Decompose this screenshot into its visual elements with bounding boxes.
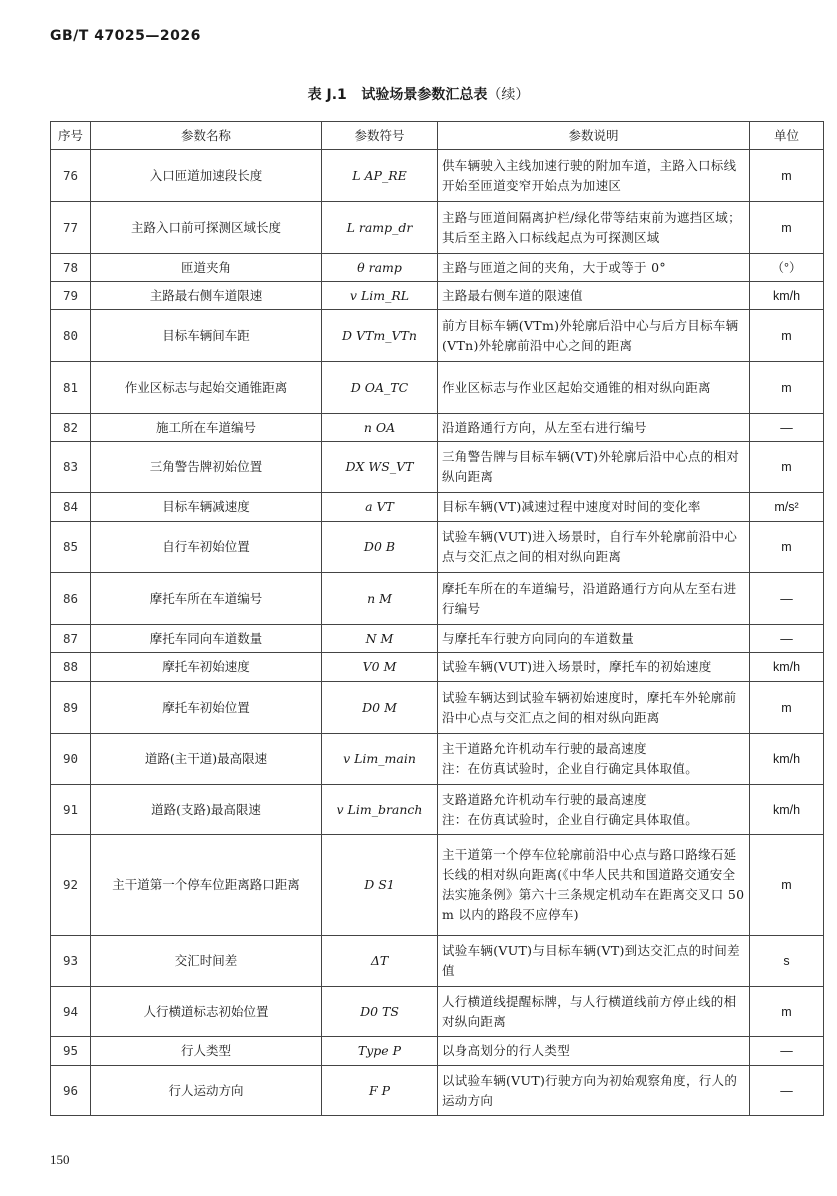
row-number: 81 — [51, 362, 91, 414]
table-row — [51, 682, 824, 734]
parameter-unit: （°） — [750, 254, 824, 282]
standard-code: GB/T 47025—2026 — [50, 28, 201, 44]
table-row — [51, 653, 824, 682]
parameter-description: 沿道路通行方向，从左至右进行编号 — [438, 414, 750, 442]
parameter-symbol: θ ramp — [322, 254, 438, 282]
parameter-description: 作业区标志与作业区起始交通锥的相对纵向距离 — [438, 362, 750, 414]
row-number: 96 — [51, 1066, 91, 1116]
parameter-symbol: n OA — [322, 414, 438, 442]
parameter-symbol: D OA_TC — [322, 362, 438, 414]
parameter-symbol: D S1 — [322, 835, 438, 936]
parameter-symbol: L AP_RE — [322, 150, 438, 202]
parameter-name: 人行横道标志初始位置 — [91, 987, 322, 1037]
parameter-name: 入口匝道加速段长度 — [91, 150, 322, 202]
parameter-description: 以试验车辆(VUT)行驶方向为初始观察角度，行人的运动方向 — [438, 1066, 750, 1116]
row-number: 83 — [51, 442, 91, 493]
parameter-name: 匝道夹角 — [91, 254, 322, 282]
table-row — [51, 625, 824, 653]
table-row — [51, 936, 824, 987]
table-row — [51, 987, 824, 1037]
page-number: 150 — [50, 1152, 70, 1167]
table-row — [51, 573, 824, 625]
parameter-name: 行人类型 — [91, 1037, 322, 1066]
parameter-unit: km/h — [750, 282, 824, 310]
table-row — [51, 362, 824, 414]
parameter-unit: km/h — [750, 734, 824, 785]
table-row — [51, 202, 824, 254]
row-number: 92 — [51, 835, 91, 936]
parameter-description: 目标车辆(VT)减速过程中速度对时间的变化率 — [438, 493, 750, 522]
parameter-symbol: D VTm_VTn — [322, 310, 438, 362]
parameter-symbol: D0 B — [322, 522, 438, 573]
table-row — [51, 734, 824, 785]
parameter-description: 主路最右侧车道的限速值 — [438, 282, 750, 310]
parameter-unit: m — [750, 682, 824, 734]
row-number: 76 — [51, 150, 91, 202]
row-number: 84 — [51, 493, 91, 522]
parameter-unit: m — [750, 150, 824, 202]
parameter-description: 试验车辆(VUT)与目标车辆(VT)到达交汇点的时间差值 — [438, 936, 750, 987]
row-number: 77 — [51, 202, 91, 254]
parameter-symbol: D0 M — [322, 682, 438, 734]
table-header-row — [51, 122, 824, 150]
parameter-name: 摩托车同向车道数量 — [91, 625, 322, 653]
parameter-symbol: V0 M — [322, 653, 438, 682]
column-header-symbol: 参数符号 — [322, 122, 438, 150]
parameter-symbol: n M — [322, 573, 438, 625]
parameter-symbol: ΔT — [322, 936, 438, 987]
parameter-unit: s — [750, 936, 824, 987]
parameter-description: 主路与匝道之间的夹角，大于或等于 0° — [438, 254, 750, 282]
parameter-name: 摩托车所在车道编号 — [91, 573, 322, 625]
parameter-description: 三角警告牌与目标车辆(VT)外轮廓后沿中心点的相对纵向距离 — [438, 442, 750, 493]
table-row — [51, 254, 824, 282]
parameter-unit: — — [750, 1037, 824, 1066]
parameter-symbol: a VT — [322, 493, 438, 522]
column-header-description: 参数说明 — [438, 122, 750, 150]
parameter-description: 试验车辆(VUT)进入场景时，自行车外轮廓前沿中心点与交汇点之间的相对纵向距离 — [438, 522, 750, 573]
parameter-unit: m — [750, 442, 824, 493]
row-number: 80 — [51, 310, 91, 362]
row-number: 89 — [51, 682, 91, 734]
parameter-symbol: N M — [322, 625, 438, 653]
parameter-description: 与摩托车行驶方向同向的车道数量 — [438, 625, 750, 653]
parameter-description: 主路与匝道间隔离护栏/绿化带等结束前为遮挡区域；其后至主路入口标线起点为可探测区域 — [438, 202, 750, 254]
parameter-name: 目标车辆间车距 — [91, 310, 322, 362]
parameter-name: 目标车辆减速度 — [91, 493, 322, 522]
row-number: 90 — [51, 734, 91, 785]
table-label: 表 J.1 — [307, 87, 347, 103]
row-number: 79 — [51, 282, 91, 310]
row-number: 94 — [51, 987, 91, 1037]
parameter-name: 摩托车初始位置 — [91, 682, 322, 734]
table-row — [51, 1066, 824, 1116]
parameter-description: 以身高划分的行人类型 — [438, 1037, 750, 1066]
row-number: 88 — [51, 653, 91, 682]
parameter-description: 主干道第一个停车位轮廓前沿中心点与路口路缘石延长线的相对纵向距离(《中华人民共和国道路交通安全法实施条例》第六十三条规定机动车在距离交叉口 50 m 以内的路段不应停车) — [438, 835, 750, 936]
parameter-name: 道路(支路)最高限速 — [91, 785, 322, 835]
row-number: 95 — [51, 1037, 91, 1066]
parameter-name: 主路入口前可探测区域长度 — [91, 202, 322, 254]
parameter-unit: km/h — [750, 653, 824, 682]
parameter-symbol: v Lim_main — [322, 734, 438, 785]
row-number: 86 — [51, 573, 91, 625]
table-row — [51, 835, 824, 936]
parameter-name: 主干道第一个停车位距离路口距离 — [91, 835, 322, 936]
parameter-symbol: F P — [322, 1066, 438, 1116]
row-number: 82 — [51, 414, 91, 442]
parameter-unit: m — [750, 987, 824, 1037]
parameter-description: 前方目标车辆(VTm)外轮廓后沿中心与后方目标车辆(VTn)外轮廓前沿中心之间的距离 — [438, 310, 750, 362]
parameter-unit: — — [750, 414, 824, 442]
table-row — [51, 150, 824, 202]
table-continued: （续） — [487, 87, 530, 103]
parameter-unit: km/h — [750, 785, 824, 835]
parameter-description: 试验车辆达到试验车辆初始速度时，摩托车外轮廓前沿中心点与交汇点之间的相对纵向距离 — [438, 682, 750, 734]
parameter-name: 作业区标志与起始交通锥距离 — [91, 362, 322, 414]
row-number: 87 — [51, 625, 91, 653]
table-row — [51, 493, 824, 522]
parameter-description: 人行横道线提醒标牌，与人行横道线前方停止线的相对纵向距离 — [438, 987, 750, 1037]
parameter-unit: m — [750, 522, 824, 573]
parameter-name: 交汇时间差 — [91, 936, 322, 987]
table-row — [51, 442, 824, 493]
parameter-description: 支路道路允许机动车行驶的最高速度 注：在仿真试验时，企业自行确定具体取值。 — [438, 785, 750, 835]
parameter-unit: — — [750, 573, 824, 625]
parameter-description: 供车辆驶入主线加速行驶的附加车道，主路入口标线开始至匝道变窄开始点为加速区 — [438, 150, 750, 202]
column-header-no: 序号 — [51, 122, 91, 150]
table-row — [51, 785, 824, 835]
table-row — [51, 1037, 824, 1066]
parameter-unit: m — [750, 310, 824, 362]
parameter-unit: — — [750, 1066, 824, 1116]
column-header-name: 参数名称 — [91, 122, 322, 150]
row-number: 91 — [51, 785, 91, 835]
table-row — [51, 282, 824, 310]
parameter-symbol: v Lim_RL — [322, 282, 438, 310]
table-row — [51, 310, 824, 362]
parameter-symbol: DX WS_VT — [322, 442, 438, 493]
table-title — [0, 84, 837, 104]
parameter-unit: m — [750, 362, 824, 414]
parameter-name: 摩托车初始速度 — [91, 653, 322, 682]
parameter-unit: — — [750, 625, 824, 653]
parameter-name: 自行车初始位置 — [91, 522, 322, 573]
parameter-name: 行人运动方向 — [91, 1066, 322, 1116]
column-header-unit: 单位 — [750, 122, 824, 150]
parameter-symbol: L ramp_dr — [322, 202, 438, 254]
parameter-unit: m — [750, 835, 824, 936]
parameter-unit: m/s² — [750, 493, 824, 522]
parameter-symbol: D0 TS — [322, 987, 438, 1037]
parameter-name: 三角警告牌初始位置 — [91, 442, 322, 493]
parameter-description: 摩托车所在的车道编号，沿道路通行方向从左至右进行编号 — [438, 573, 750, 625]
parameter-description: 试验车辆(VUT)进入场景时，摩托车的初始速度 — [438, 653, 750, 682]
parameter-name: 施工所在车道编号 — [91, 414, 322, 442]
parameter-name: 道路(主干道)最高限速 — [91, 734, 322, 785]
parameter-name: 主路最右侧车道限速 — [91, 282, 322, 310]
table-title-text: 试验场景参数汇总表 — [361, 87, 488, 103]
table-body — [51, 150, 824, 1116]
parameter-symbol: v Lim_branch — [322, 785, 438, 835]
table-row — [51, 414, 824, 442]
row-number: 93 — [51, 936, 91, 987]
row-number: 78 — [51, 254, 91, 282]
table-row — [51, 522, 824, 573]
row-number: 85 — [51, 522, 91, 573]
parameter-table — [50, 121, 824, 1116]
parameter-unit: m — [750, 202, 824, 254]
parameter-description: 主干道路允许机动车行驶的最高速度 注：在仿真试验时，企业自行确定具体取值。 — [438, 734, 750, 785]
parameter-symbol: Type P — [322, 1037, 438, 1066]
